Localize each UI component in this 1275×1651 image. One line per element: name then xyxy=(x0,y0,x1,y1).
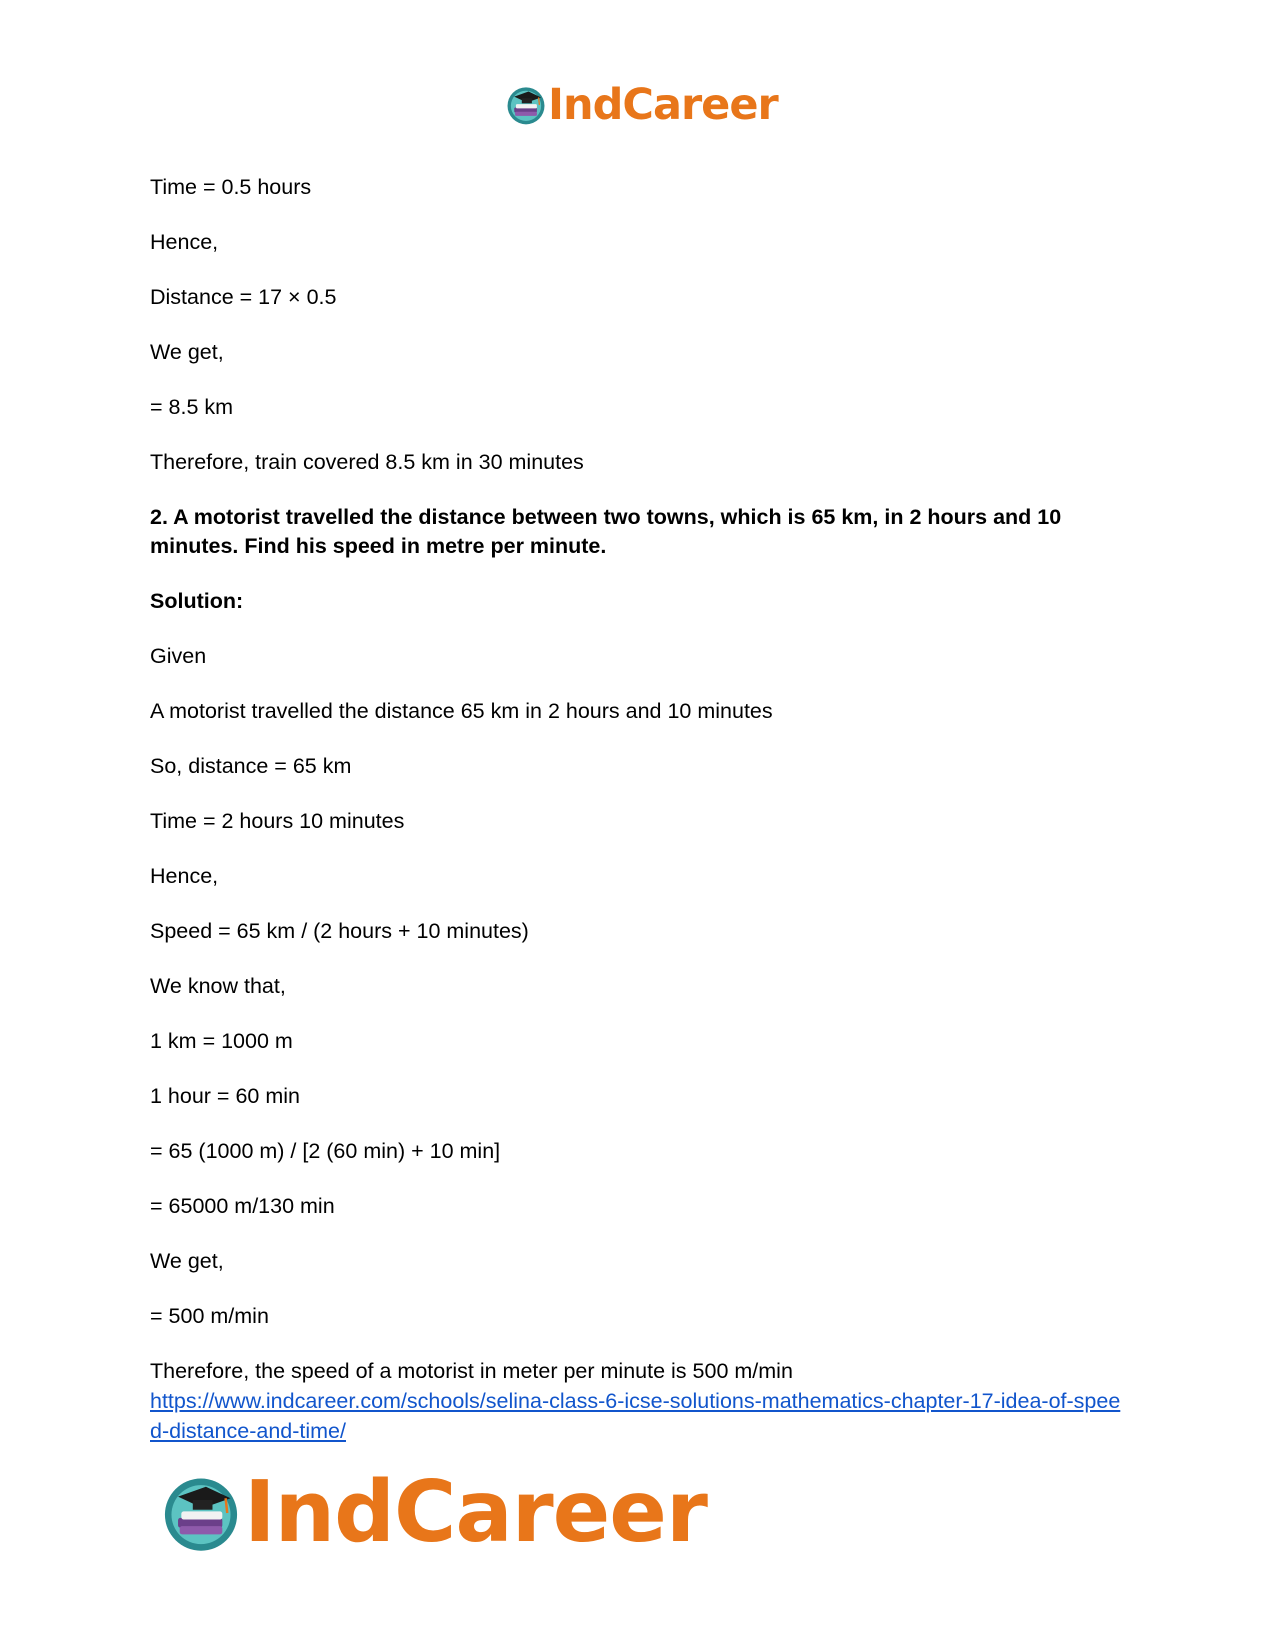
text-line: Given xyxy=(150,644,207,668)
footer-logo xyxy=(160,1465,707,1560)
text-line: We get, xyxy=(150,340,224,364)
indcareer-emblem-icon xyxy=(505,84,547,126)
text-line: We get, xyxy=(150,1249,224,1273)
source-link[interactable]: https://www.indcareer.com/schools/selina-class-6-icse-solutions-mathematics-chapter-17-idea-of-speed-distance-and-time/ xyxy=(150,1389,1121,1443)
indcareer-emblem-icon xyxy=(160,1472,242,1554)
text-line: Time = 0.5 hours xyxy=(150,175,312,199)
text-line: So, distance = 65 km xyxy=(150,754,352,778)
question-heading: 2. A motorist travelled the distance between two towns, which is 65 km, in 2 hours and 10 minutes. Find his speed in metre per minute. xyxy=(150,505,1062,558)
header-logo-text: IndCareer xyxy=(548,79,778,130)
text-line: = 8.5 km xyxy=(150,395,234,419)
text-line: A motorist travelled the distance 65 km in 2 hours and 10 minutes xyxy=(150,699,773,723)
text-line: Distance = 17 × 0.5 xyxy=(150,285,337,309)
text-line: 1 km = 1000 m xyxy=(150,1029,293,1053)
text-line: = 65000 m/130 min xyxy=(150,1194,335,1218)
header-logo xyxy=(505,80,778,130)
solution-heading: Solution: xyxy=(150,589,244,613)
text-line: Speed = 65 km / (2 hours + 10 minutes) xyxy=(150,919,529,943)
text-line: Time = 2 hours 10 minutes xyxy=(150,809,405,833)
text-line: Therefore, train covered 8.5 km in 30 minutes xyxy=(150,450,584,474)
text-line: Hence, xyxy=(150,864,219,888)
footer-logo-text: IndCareer xyxy=(244,1463,707,1562)
conclusion-line: Therefore, the speed of a motorist in meter per minute is 500 m/min xyxy=(150,1359,793,1383)
text-line: = 500 m/min xyxy=(150,1304,269,1328)
text-line: We know that, xyxy=(150,974,286,998)
document-body xyxy=(150,173,1130,1446)
text-line: = 65 (1000 m) / [2 (60 min) + 10 min] xyxy=(150,1139,501,1163)
text-line: Hence, xyxy=(150,230,219,254)
text-line: 1 hour = 60 min xyxy=(150,1084,300,1108)
